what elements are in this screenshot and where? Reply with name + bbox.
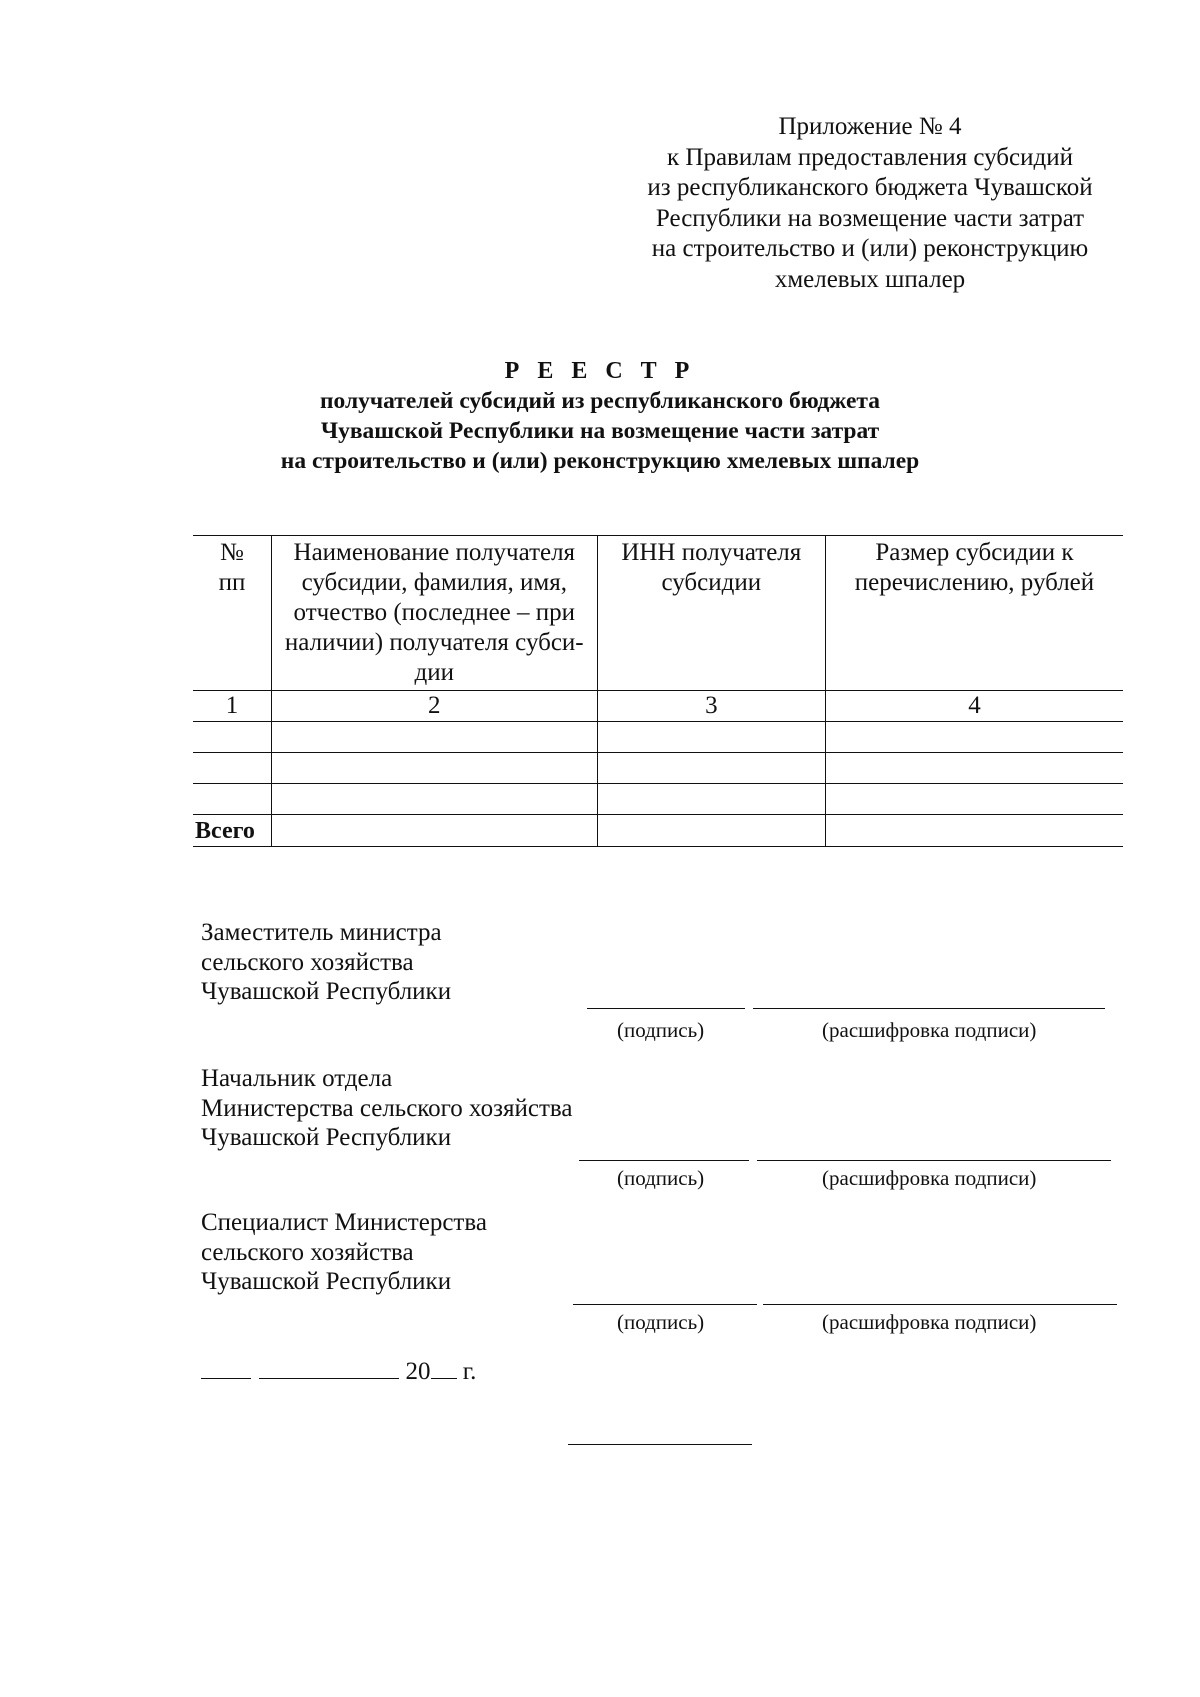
name-caption: (расшифровка подписи) — [822, 1310, 1037, 1334]
appendix-line: из республиканского бюджета Чувашской — [647, 174, 1093, 201]
year-prefix: 20 — [405, 1358, 431, 1385]
title-line: на строительство и (или) реконструкцию хмелевых шпалер — [280, 448, 920, 474]
table-cell — [597, 722, 825, 753]
table-cell — [271, 753, 597, 784]
appendix-line: Приложение № 4 — [778, 113, 962, 140]
appendix-line: на строительство и (или) реконструкцию — [651, 235, 1089, 262]
date-field — [201, 1356, 476, 1386]
total-row — [193, 815, 1123, 847]
appendix-line: Республики на возмещение части затрат — [655, 204, 1085, 232]
column-number: 1 — [193, 691, 271, 722]
table-row — [193, 784, 1123, 815]
document-title — [180, 356, 1020, 476]
table-cell — [193, 784, 271, 815]
table-cell — [825, 753, 1123, 784]
title-heading: Р Е Е С Т Р — [504, 358, 696, 384]
signature-line — [579, 1160, 749, 1161]
header-cell-recipient-name: Наименование получателя субсидии, фамилия, имя, отчество (последнее – при наличии) получателя субси- дии — [271, 536, 597, 691]
header-cell-subsidy-amount: Размер субсидии к перечислению, рублей — [825, 536, 1123, 691]
signature-block-department-head — [201, 1064, 1200, 1190]
year-suffix: г. — [462, 1358, 477, 1385]
signature-line — [573, 1304, 757, 1305]
table-cell — [193, 722, 271, 753]
table-row — [193, 753, 1123, 784]
table-cell — [193, 753, 271, 784]
signature-block-deputy-minister — [201, 918, 1200, 1042]
column-number: 3 — [597, 691, 825, 722]
table-cell — [825, 815, 1123, 847]
title-line: Чувашской Республики на возмещение части затрат — [320, 418, 880, 444]
table-row — [193, 722, 1123, 753]
appendix-header — [620, 112, 1120, 295]
table-cell — [271, 784, 597, 815]
name-line — [757, 1160, 1111, 1161]
table-cell — [597, 784, 825, 815]
table-cell — [271, 722, 597, 753]
table-cell — [597, 753, 825, 784]
name-caption: (расшифровка подписи) — [822, 1018, 1037, 1042]
signature-line — [587, 1008, 745, 1009]
table-cell — [597, 815, 825, 847]
table-header-row — [193, 536, 1123, 691]
total-label: Всего — [193, 815, 271, 847]
registry-table — [193, 535, 1123, 847]
column-number-row — [193, 691, 1123, 722]
signer-position: Специалист Министерства сельского хозяйства Чувашской Республики — [201, 1209, 487, 1295]
signature-caption: (подпись) — [617, 1310, 705, 1334]
signer-position: Начальник отдела Министерства сельского хозяйства Чувашской Республики — [201, 1065, 573, 1151]
table-cell — [825, 784, 1123, 815]
table-cell — [825, 722, 1123, 753]
signer-position: Заместитель министра сельского хозяйства Чувашской Республики — [201, 919, 452, 1005]
column-number: 4 — [825, 691, 1123, 722]
appendix-line: к Правилам предоставления субсидий — [667, 143, 1073, 171]
table-cell — [271, 815, 597, 847]
appendix-line: хмелевых шпалер — [774, 265, 966, 293]
title-line: получателей субсидий из республиканского бюджета — [320, 388, 880, 414]
column-number: 2 — [271, 691, 597, 722]
name-caption: (расшифровка подписи) — [822, 1166, 1037, 1190]
header-cell-number: № пп — [193, 536, 271, 691]
month-blank — [259, 1356, 399, 1379]
name-line — [753, 1008, 1105, 1009]
day-blank — [201, 1356, 251, 1379]
name-line — [763, 1304, 1117, 1305]
header-cell-inn: ИНН получателя субсидии — [597, 536, 825, 691]
signature-caption: (подпись) — [617, 1166, 705, 1190]
year-blank — [431, 1356, 457, 1379]
signature-caption: (подпись) — [617, 1018, 705, 1042]
closing-rule — [568, 1444, 752, 1445]
signature-block-specialist — [201, 1208, 1200, 1334]
